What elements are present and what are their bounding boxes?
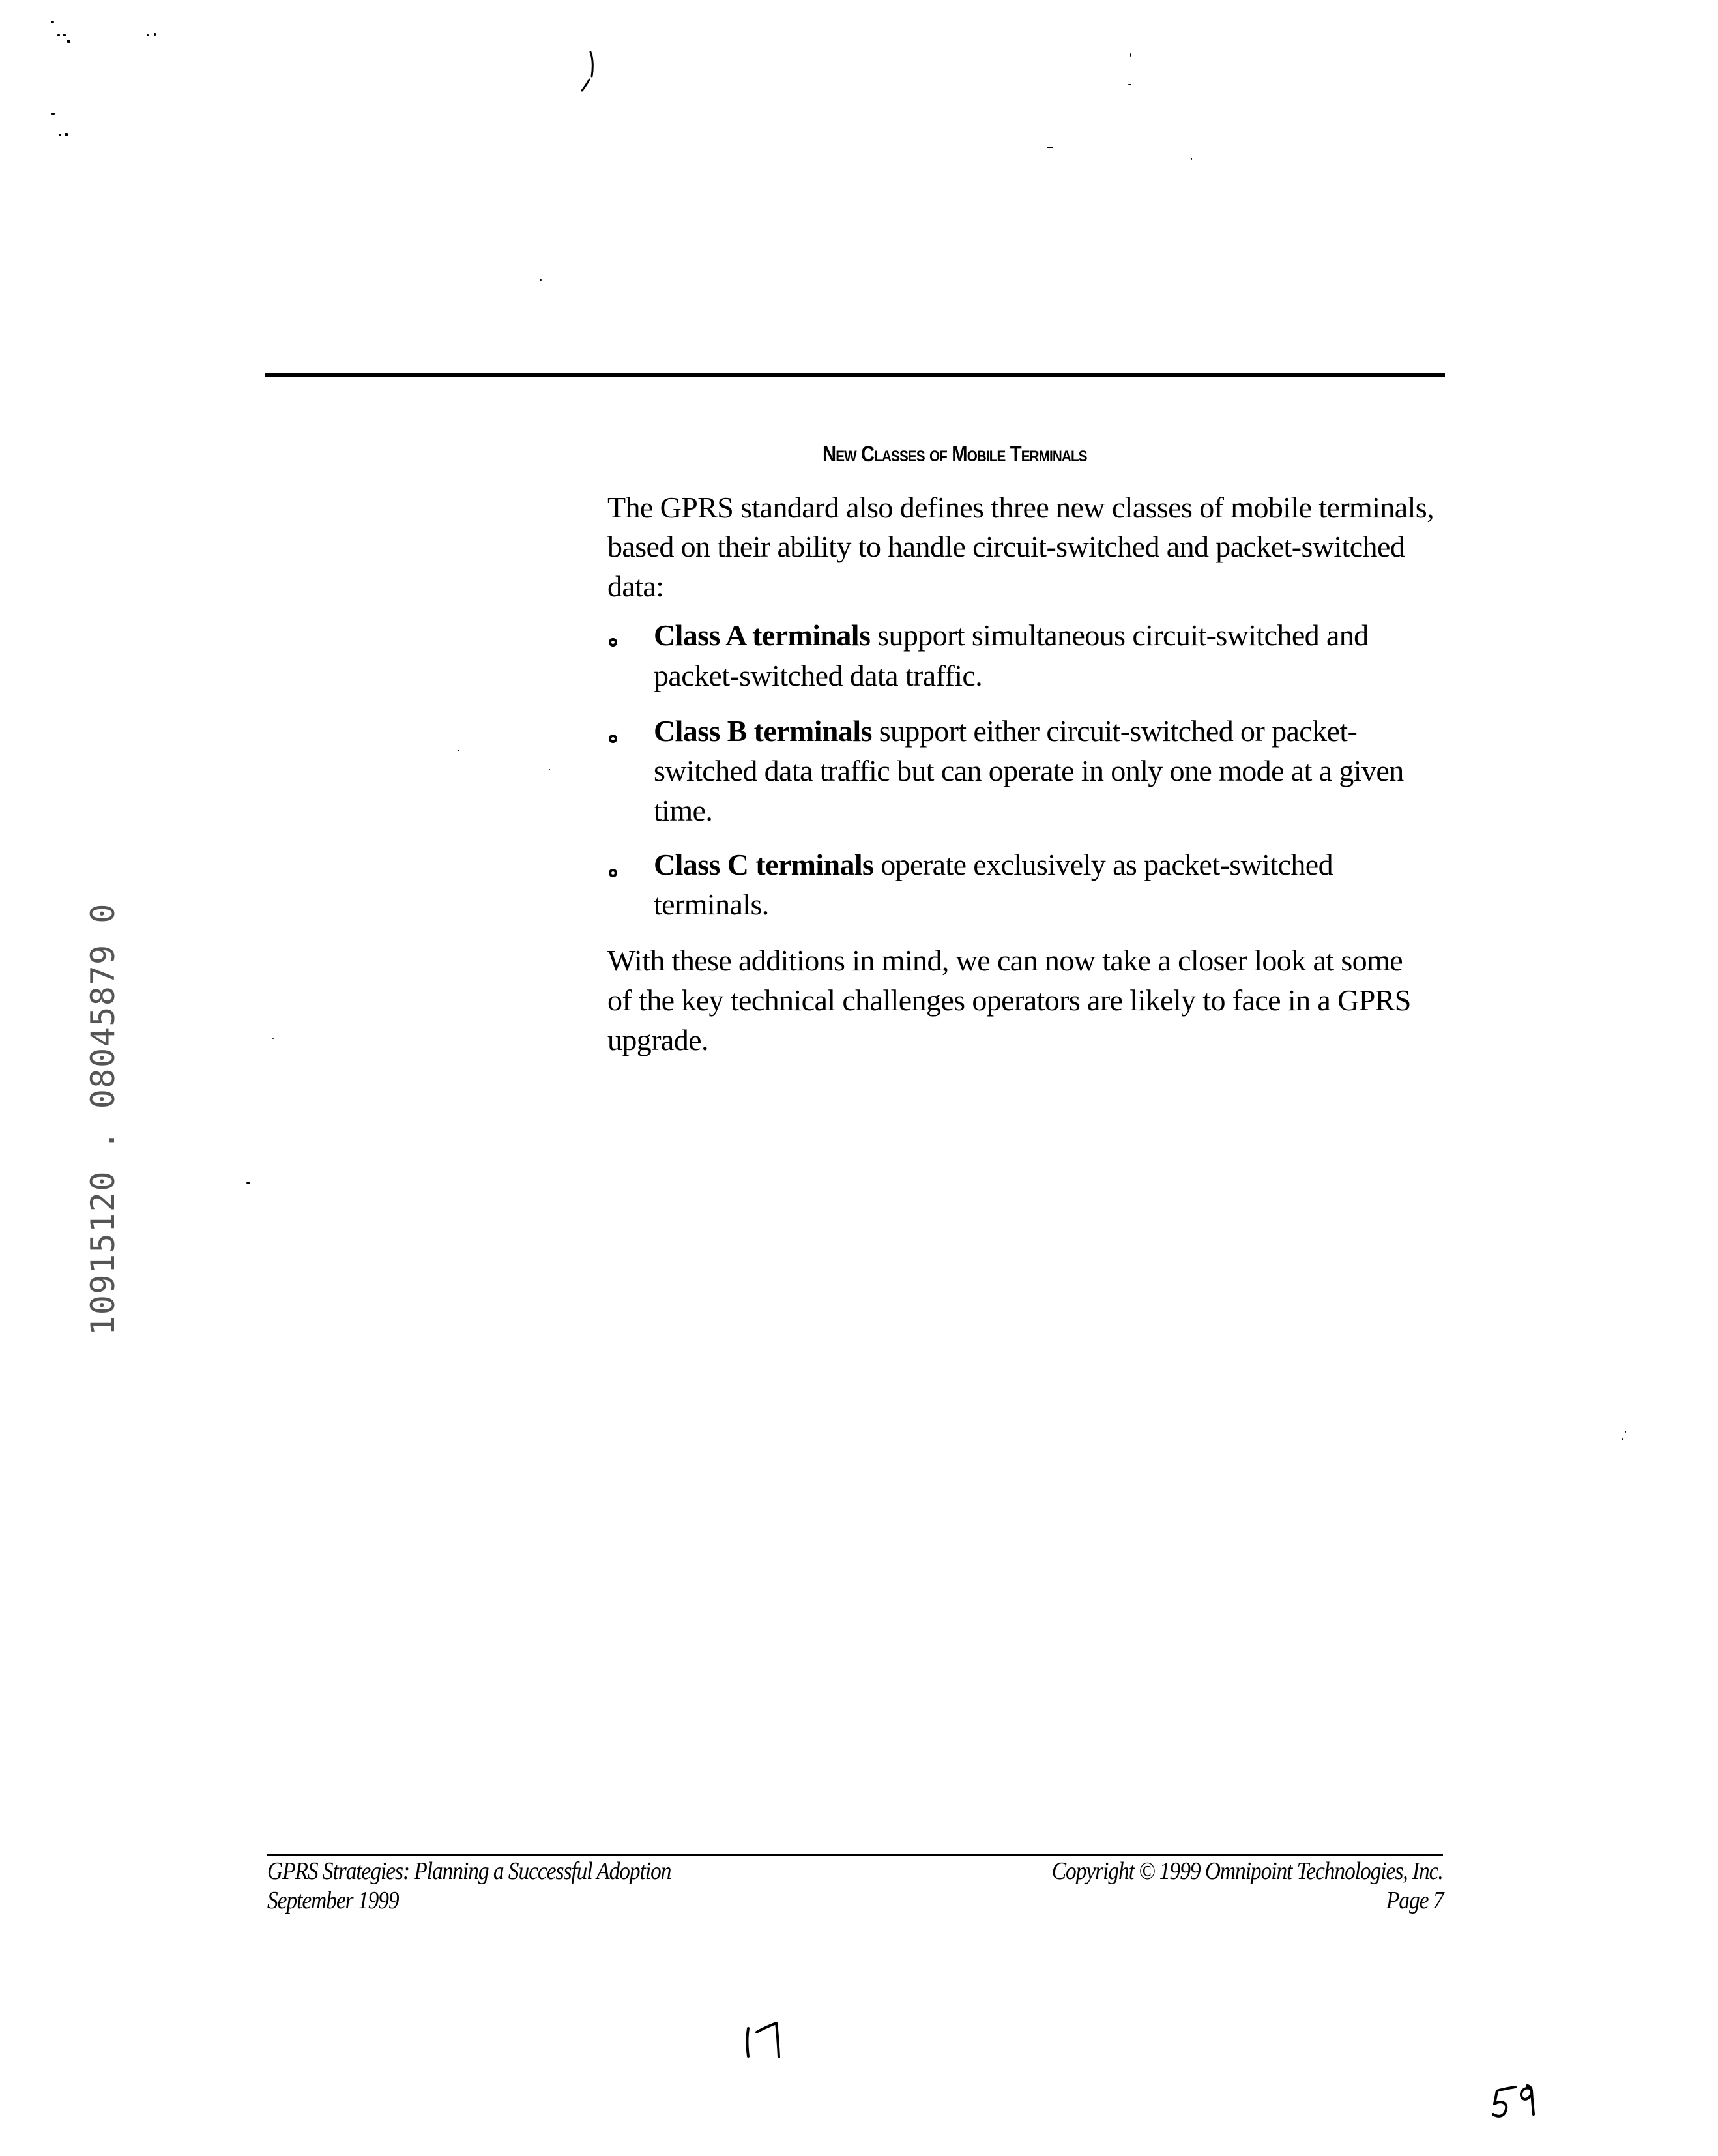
footer-copyright: Copyright © 1999 Omnipoint Technologies, Inc. [1052,1857,1443,1885]
term-label: Class B terminals [654,714,872,748]
closing-line: of the key technical challenges operators are likely to face in a GPRS [607,983,1411,1017]
closing-line: With these additions in mind, we can now take a closer look at some [607,944,1403,977]
scan-speck [1625,1431,1626,1433]
intro-line: data: [607,570,664,603]
scan-speck [1128,84,1131,85]
bates-stamp-text: 10915120 . 08045879 0 [84,903,122,1335]
term-description: support simultaneous circuit-switched and [870,619,1369,652]
header-rule [265,373,1445,377]
scan-speck [63,34,66,36]
term-description: operate exclusively as packet-switched [873,848,1333,881]
bullet-icon [609,869,617,877]
list-item-line: terminals. [654,888,769,921]
scan-speck [1047,147,1053,148]
footer-page-number: Page 7 [1386,1887,1443,1914]
scan-speck [458,750,459,751]
list-item-line: time. [654,794,713,827]
scan-speck [246,1182,250,1184]
list-item-line: switched data traffic but can operate in only one mode at a given [654,754,1404,787]
term-description: support either circuit-switched or packet- [871,714,1358,748]
intro-line: The GPRS standard also defines three new classes of mobile terminals, [607,491,1434,524]
pen-mark [580,49,600,95]
list-item-line [654,620,1369,650]
term-label: Class A terminals [654,619,871,652]
list-item-line: packet-switched data traffic. [654,659,983,692]
section-heading: New Classes of Mobile Terminals [823,442,1087,467]
scan-speck [540,279,542,281]
scan-speck [65,133,68,136]
scan-speck [1191,158,1192,160]
bullet-icon [609,638,617,647]
term-label: Class C terminals [654,848,874,881]
handwritten-corner-number [1489,2079,1548,2125]
scan-speck [147,34,149,36]
footer-date: September 1999 [267,1887,399,1914]
closing-line: upgrade. [607,1023,708,1056]
scan-speck [57,34,60,36]
handwritten-page-number [740,2020,792,2073]
scan-speck [51,113,55,115]
scan-speck [549,769,550,770]
scan-speck [1622,1438,1623,1440]
scan-speck [1130,53,1131,57]
scan-speck [59,134,61,136]
bates-stamp [83,862,123,1377]
footer-rule [267,1854,1443,1856]
list-item-line [654,850,1333,880]
scan-speck [272,1038,274,1039]
intro-line: based on their ability to handle circuit-switched and packet-switched [607,530,1405,563]
scan-speck [67,40,70,43]
list-item-line [654,716,1357,746]
bullet-icon [609,735,617,743]
scan-speck [154,33,156,36]
scan-speck [51,21,54,23]
footer-document-title: GPRS Strategies: Planning a Successful Adoption [267,1857,671,1885]
